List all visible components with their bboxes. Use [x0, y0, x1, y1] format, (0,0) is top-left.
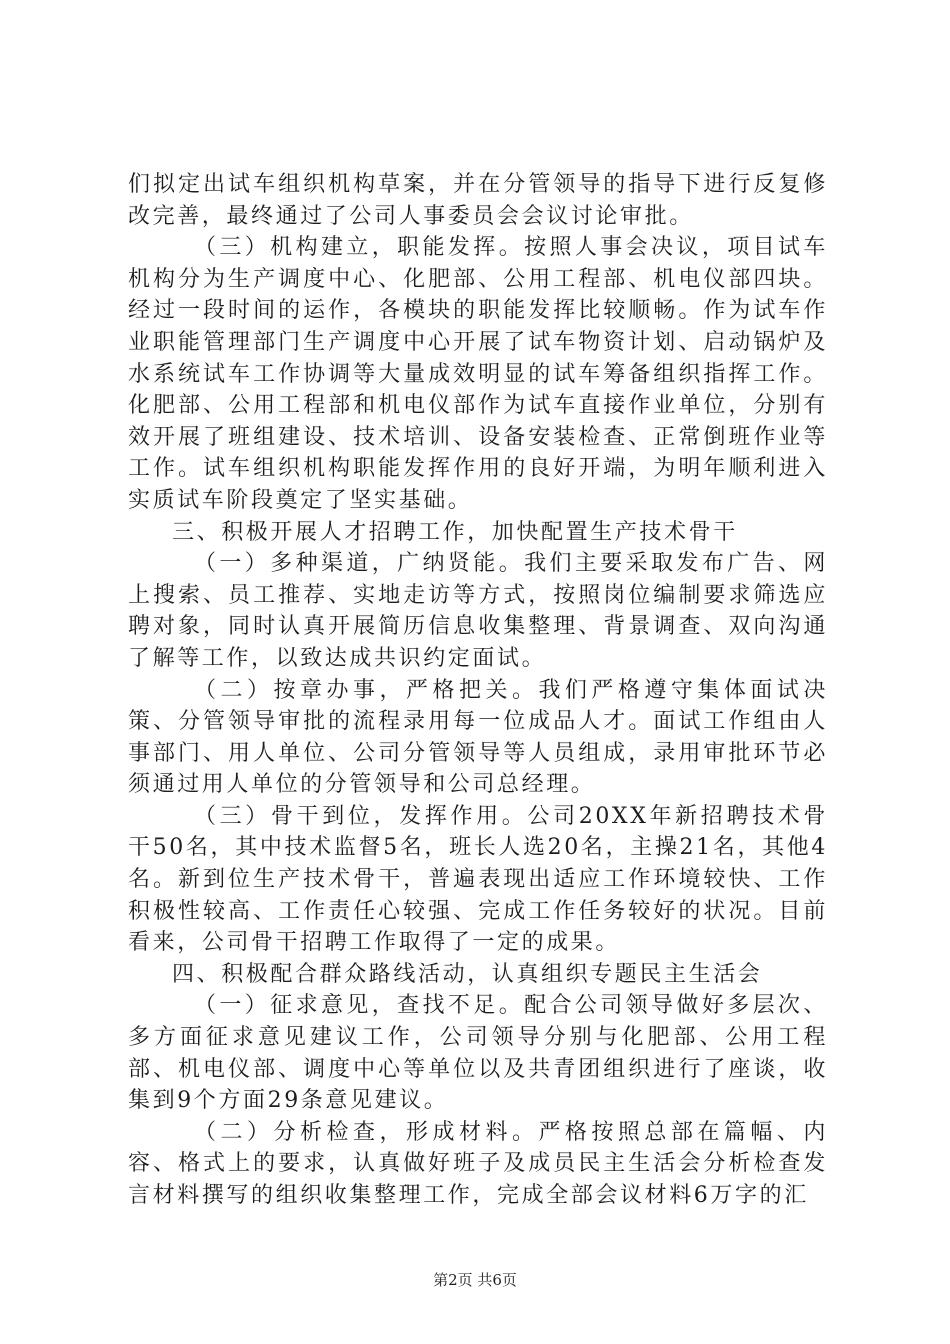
paragraph-recruit-item-1: （一）多种渠道，广纳贤能。我们主要采取发布广告、网上搜索、员工推荐、实地走访等方式，按照岗位编制要求筛选应聘对象，同时认真开展简历信息收集整理、背景调查、双向沟通了解等工作，以致达成共识约定面试。 — [128, 551, 828, 671]
paragraph-continuation: 们拟定出试车组织机构草案，并在分管领导的指导下进行反复修改完善，最终通过了公司人事委员会会议讨论审批。 — [128, 172, 828, 229]
paragraph-recruit-item-2: （二）按章办事，严格把关。我们严格遵守集体面试决策、分管领导审批的流程录用每一位成品人才。面试工作组由人事部门、用人单位、公司分管领导等人员组成，录用审批环节必须通过用人单位的分管领导和公司总经理。 — [128, 677, 828, 798]
document-body — [128, 169, 828, 1212]
paragraph-section-3-item-3: （三）机构建立，职能发挥。按照人事会决议，项目试车机构分为生产调度中心、化肥部、公用工程部、机电仪部四块。经过一段时间的运作，各模块的职能发挥比较顺畅。作为试车作业职能管理部门生产调度中心开展了试车物资计划、启动锅炉及水系统试车工作协调等大量成效明显的试车筹备组织指挥工作。化肥部、公用工程部和机电仪部作为试车直接作业单位，分别有效开展了班组建设、技术培训、设备安装检查、正常倒班作业等工作。试车组织机构职能发挥作用的良好开端，为明年顺利进入实质试车阶段奠定了坚实基础。 — [128, 235, 828, 513]
paragraph-recruit-item-3: （三）骨干到位，发挥作用。公司20XX年新招聘技术骨干50名，其中技术监督5名，班长人选20名，主操21名，其他4名。新到位生产技术骨干，普遍表现出适应工作环境较快、工作积极性较高、工作责任心较强、完成工作任务较好的状况。目前看来，公司骨干招聘工作取得了一定的成果。 — [128, 803, 828, 956]
page-number: 第2页 共6页 — [433, 1271, 517, 1289]
paragraph-activity-item-1: （一）征求意见，查找不足。配合公司领导做好多层次、多方面征求意见建议工作，公司领导分别与化肥部、公用工程部、机电仪部、调度中心等单位以及共青团组织进行了座谈，收集到9个方面29条意见建议。 — [128, 993, 828, 1114]
section-heading-3: 三、积极开展人才招聘工作，加快配置生产技术骨干 — [172, 519, 738, 545]
page-footer — [0, 1269, 950, 1290]
paragraph-activity-item-2: （二）分析检查，形成材料。严格按照总部在篇幅、内容、格式上的要求，认真做好班子及成员民主生活会分析检查发言材料撰写的组织收集整理工作，完成全部会议材料6万字的汇 — [128, 1119, 828, 1208]
section-heading-4: 四、积极配合群众路线活动，认真组织专题民主生活会 — [172, 961, 763, 987]
